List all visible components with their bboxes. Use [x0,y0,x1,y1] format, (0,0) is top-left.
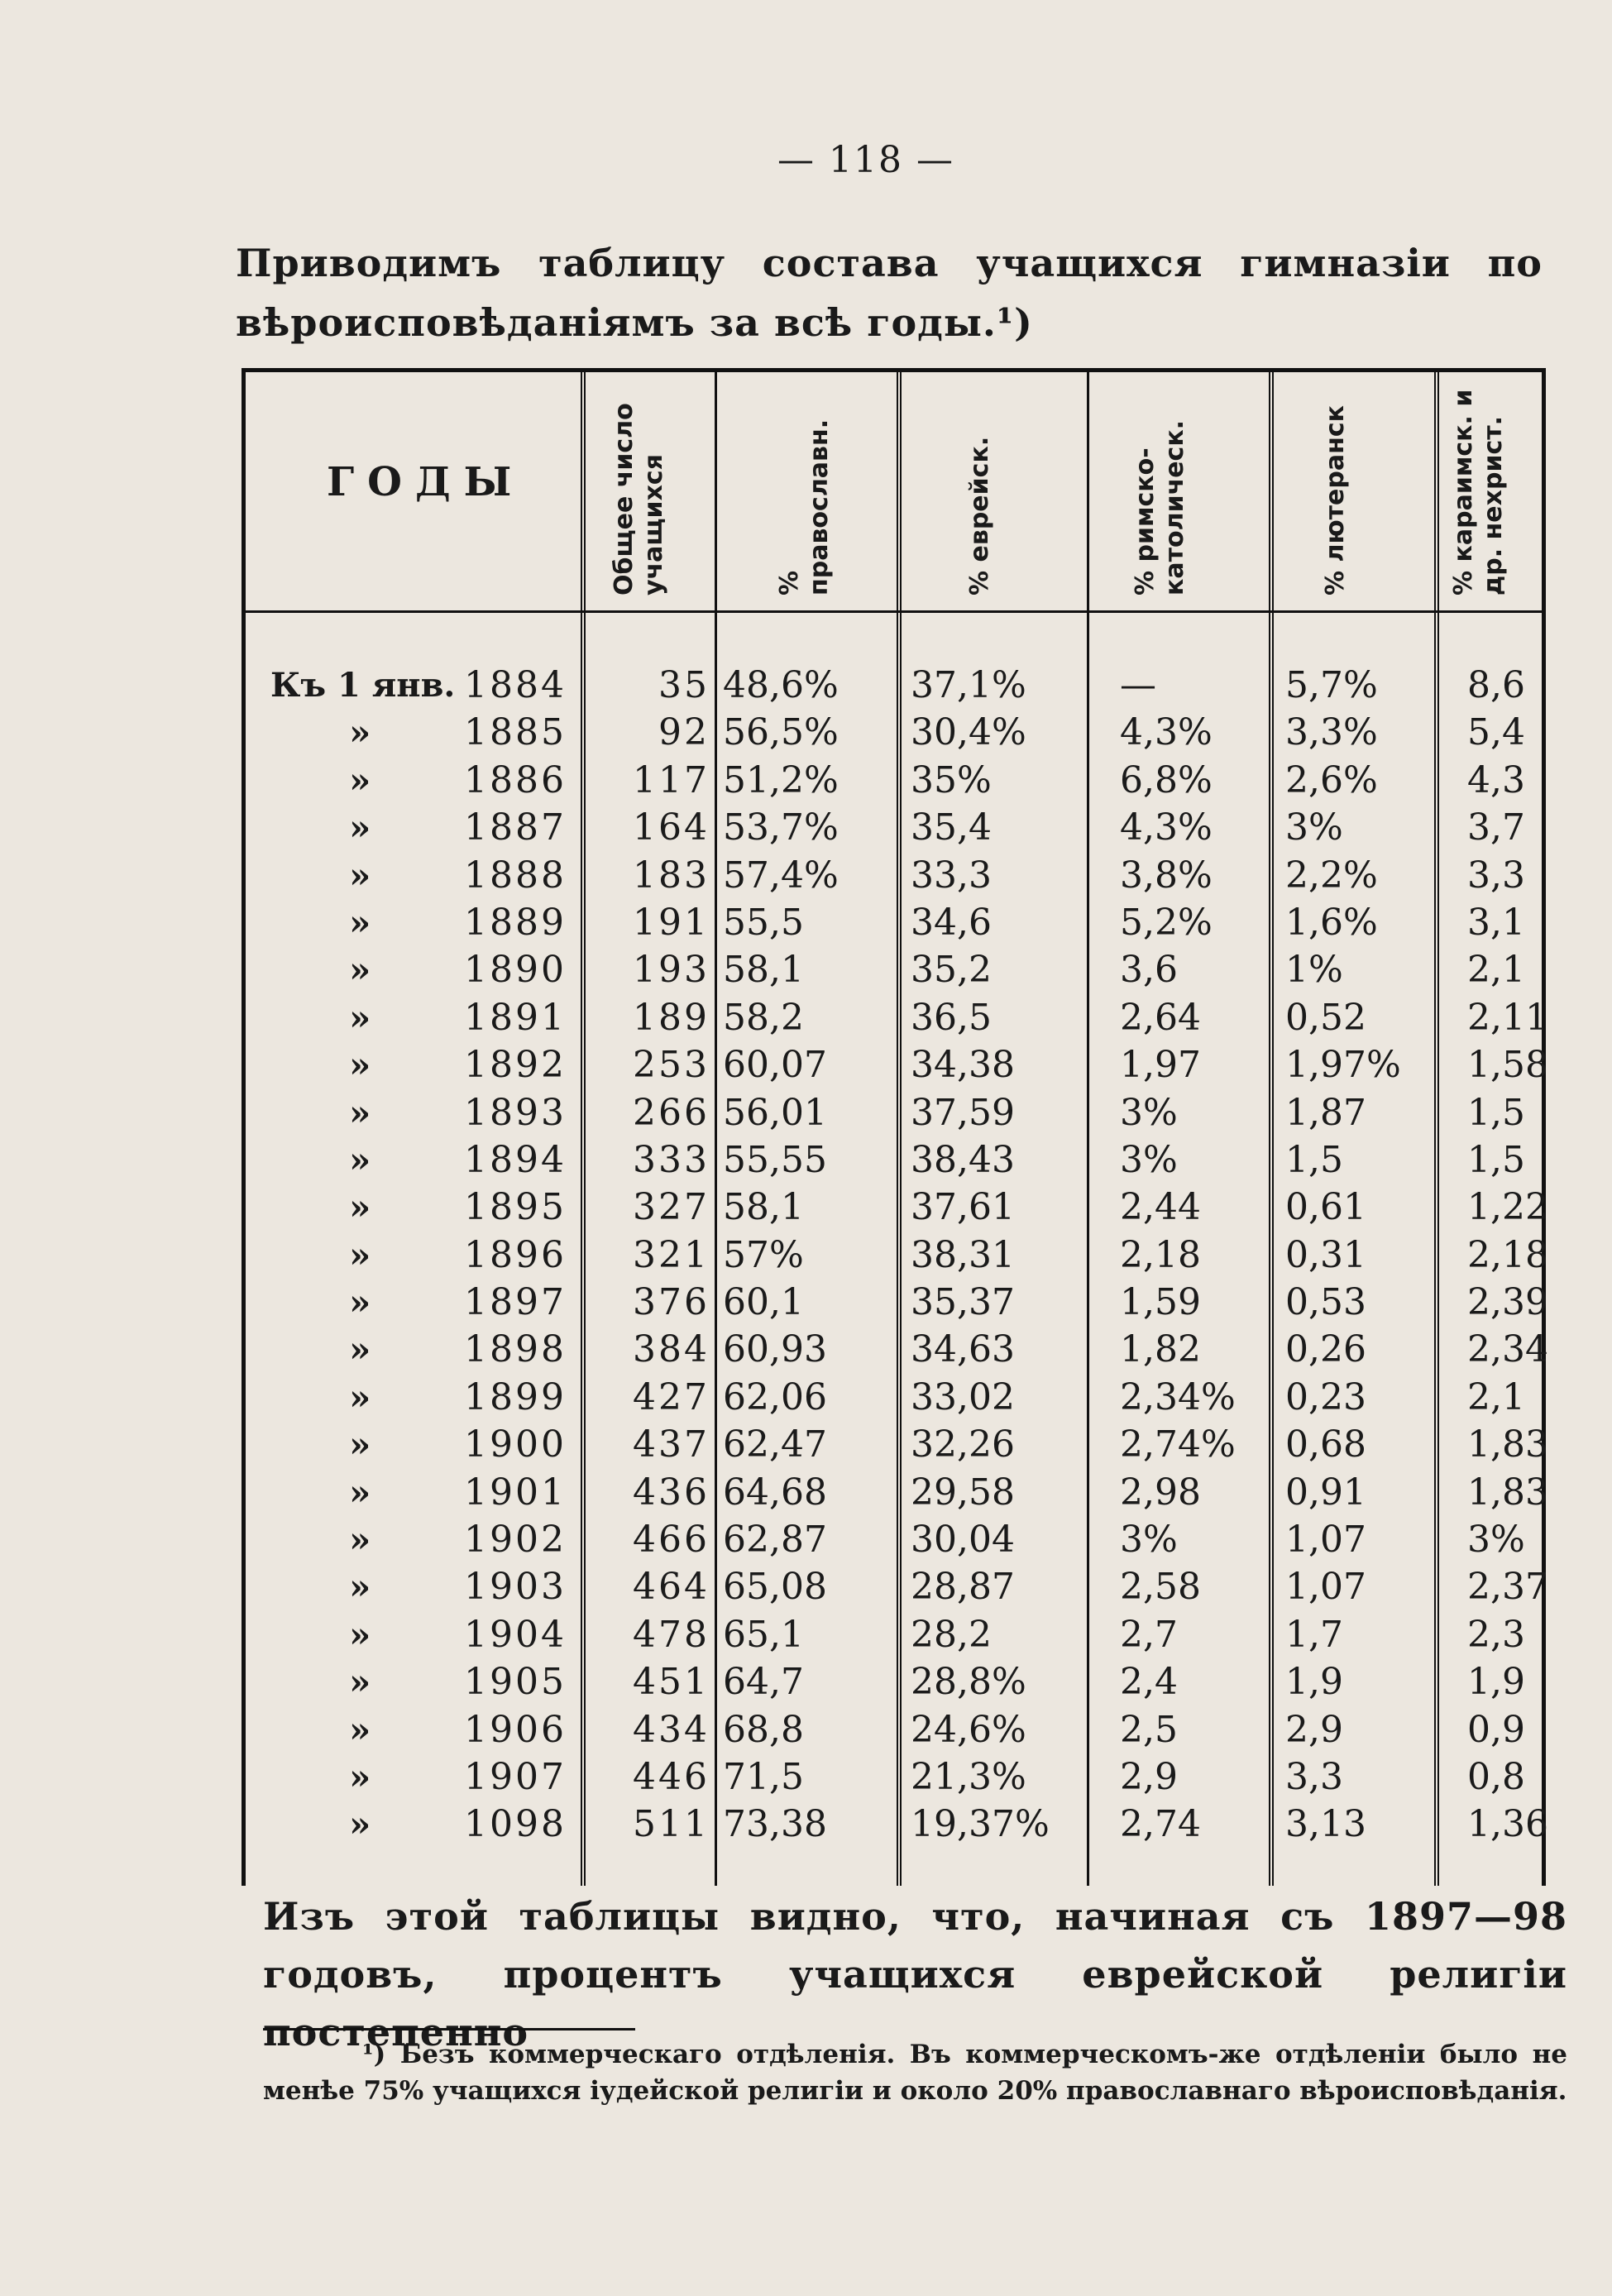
cell-prefix: » [349,1614,371,1655]
cell-jewish: 33,02 [911,1375,1015,1418]
cell-year: 1893 [464,1091,567,1134]
cell-other: 1,22 [1467,1186,1548,1229]
cell-jewish: 37,1% [911,664,1026,706]
cell-catholic: 3% [1120,1519,1178,1562]
cell-lutheran: 0,91 [1285,1471,1366,1514]
cell-prefix: » [349,1709,371,1750]
cell-lutheran: 0,61 [1285,1186,1366,1229]
cell-orthodox: 64,68 [723,1471,827,1514]
cell-other: 3,7 [1467,806,1525,849]
cell-lutheran: 0,26 [1285,1328,1366,1371]
cell-orthodox: 58,2 [723,996,804,1039]
cell-total: 466 [633,1519,710,1562]
cell-total: 92 [658,711,710,754]
cell-year: 1098 [464,1803,567,1846]
table-row [246,709,1542,756]
cell-year: 1887 [464,806,567,849]
table-row [246,757,1542,804]
cell-other: 1,5 [1467,1138,1525,1181]
cell-total: 266 [633,1091,710,1134]
cell-year: 1905 [464,1661,567,1704]
cell-orthodox: 64,7 [723,1661,804,1704]
cell-other: 0,9 [1467,1708,1525,1751]
table-row [246,1469,1548,1516]
header-total: Общее число учащихся [610,403,668,596]
cell-total: 478 [633,1613,710,1656]
cell-other: 3% [1467,1519,1525,1562]
cell-orthodox: 51,2% [723,758,839,801]
cell-other: 1,83 [1467,1471,1548,1514]
cell-catholic: 5,2% [1120,901,1213,944]
cell-total: 376 [633,1281,710,1324]
cell-total: 446 [633,1755,710,1798]
cell-catholic: 3% [1120,1138,1178,1181]
cell-catholic: 2,4 [1120,1661,1178,1704]
cell-jewish: 34,63 [911,1328,1015,1371]
cell-year: 1895 [464,1186,567,1229]
header-other: % караимск. и др. нехрист. [1449,389,1508,596]
table-row [246,899,1542,946]
cell-orthodox: 62,87 [723,1519,827,1562]
cell-catholic: 1,82 [1120,1328,1201,1371]
cell-jewish: 37,59 [911,1091,1015,1134]
cell-prefix: » [349,1376,371,1418]
cell-jewish: 21,3% [911,1755,1026,1798]
cell-catholic: — [1120,664,1156,706]
cell-year: 1900 [464,1423,567,1466]
cell-total: 117 [633,758,710,801]
cell-catholic: 2,58 [1120,1566,1201,1609]
cell-total: 193 [633,949,710,992]
cell-year: 1902 [464,1519,567,1562]
table-row [246,1374,1542,1421]
cell-lutheran: 3% [1285,806,1343,849]
cell-catholic: 2,5 [1120,1708,1178,1751]
table-row [246,1563,1548,1610]
cell-prefix: » [349,807,371,849]
cell-prefix: » [349,1804,371,1845]
cell-year: 1889 [464,901,567,944]
cell-lutheran: 1,5 [1285,1138,1343,1181]
cell-prefix: » [349,902,371,943]
cell-lutheran: 0,52 [1285,996,1366,1039]
cell-lutheran: 1,87 [1285,1091,1366,1134]
cell-prefix: » [349,997,371,1038]
cell-orthodox: 62,06 [723,1375,827,1418]
cell-total: 253 [633,1044,710,1087]
cell-lutheran: 5,7% [1285,664,1378,706]
cell-lutheran: 0,23 [1285,1375,1366,1418]
cell-orthodox: 58,1 [723,949,804,992]
cell-prefix: » [349,949,371,991]
table-row [246,1516,1542,1563]
cell-prefix: » [349,1424,371,1466]
cell-lutheran: 0,31 [1285,1233,1366,1276]
cell-prefix: Къ 1 янв. [270,666,456,705]
cell-jewish: 35% [911,758,992,801]
cell-orthodox: 73,38 [723,1803,827,1846]
cell-orthodox: 48,6% [723,664,839,706]
cell-catholic: 4,3% [1120,711,1213,754]
cell-year: 1890 [464,949,567,992]
cell-lutheran: 1,07 [1285,1566,1366,1609]
header-lutheran: % лютеранск [1321,405,1350,596]
cell-jewish: 38,43 [911,1138,1015,1181]
cell-jewish: 35,4 [911,806,992,849]
cell-jewish: 36,5 [911,996,992,1039]
cell-orthodox: 62,47 [723,1423,827,1466]
cell-orthodox: 56,5% [723,711,839,754]
cell-year: 1885 [464,711,567,754]
cell-lutheran: 2,2% [1285,854,1378,897]
table-row [246,1658,1542,1705]
cell-lutheran: 2,6% [1285,758,1378,801]
cell-prefix: » [349,1282,371,1323]
cell-orthodox: 56,01 [723,1091,827,1134]
cell-catholic: 3,6 [1120,949,1178,992]
table-row [246,804,1542,851]
cell-catholic: 2,98 [1120,1471,1201,1514]
cell-other: 2,37 [1467,1566,1548,1609]
cell-other: 1,36 [1467,1803,1548,1846]
cell-total: 464 [633,1566,710,1609]
cell-total: 333 [633,1138,710,1181]
cell-lutheran: 1,7 [1285,1613,1343,1656]
cell-other: 1,83 [1467,1423,1548,1466]
cell-year: 1903 [464,1566,567,1609]
table-row [246,1136,1542,1184]
cell-catholic: 2,9 [1120,1755,1178,1798]
cell-catholic: 2,74% [1120,1423,1236,1466]
table-row [246,946,1542,993]
cell-orthodox: 55,5 [723,901,804,944]
cell-total: 436 [633,1471,710,1514]
cell-year: 1892 [464,1044,567,1087]
cell-year: 1886 [464,758,567,801]
cell-other: 1,58 [1467,1044,1548,1087]
cell-lutheran: 3,3% [1285,711,1378,754]
cell-lutheran: 1,97% [1285,1044,1401,1087]
table-row [246,1753,1542,1801]
cell-prefix: » [349,1139,371,1180]
cell-total: 384 [633,1328,710,1371]
cell-prefix: » [349,1187,371,1228]
cell-orthodox: 65,08 [723,1566,827,1609]
cell-total: 511 [633,1803,710,1846]
cell-orthodox: 58,1 [723,1186,804,1229]
cell-other: 2,39 [1467,1281,1548,1324]
cell-prefix: » [349,1471,371,1513]
cell-other: 1,9 [1467,1661,1525,1704]
cell-jewish: 30,4% [911,711,1026,754]
cell-catholic: 1,97 [1120,1044,1201,1087]
cell-total: 434 [633,1708,710,1751]
table-row [246,1611,1542,1658]
cell-jewish: 33,3 [911,854,992,897]
cell-total: 191 [633,901,710,944]
cell-prefix: » [349,1234,371,1275]
cell-jewish: 32,26 [911,1423,1015,1466]
cell-other: 3,1 [1467,901,1525,944]
cell-catholic: 2,44 [1120,1186,1201,1229]
cell-orthodox: 60,1 [723,1281,804,1324]
cell-year: 1899 [464,1375,567,1418]
cell-catholic: 2,64 [1120,996,1201,1039]
header-orthodox: % православн. [775,419,834,596]
cell-lutheran: 1,07 [1285,1519,1366,1562]
table-row [246,852,1542,899]
table-row [246,994,1548,1041]
table-row [246,1421,1548,1468]
cell-year: 1907 [464,1755,567,1798]
table-row [246,1279,1548,1326]
cell-prefix: » [349,854,371,896]
table-body [246,662,1548,1849]
cell-total: 451 [633,1661,710,1704]
cell-other: 3,3 [1467,854,1525,897]
cell-jewish: 34,38 [911,1044,1015,1087]
cell-jewish: 35,37 [911,1281,1015,1324]
cell-jewish: 34,6 [911,901,992,944]
cell-other: 2,11 [1467,996,1548,1039]
cell-jewish: 28,8% [911,1661,1026,1704]
religion-table [242,368,1546,1886]
cell-orthodox: 60,07 [723,1044,827,1087]
cell-year: 1906 [464,1708,567,1751]
cell-prefix: » [349,759,371,801]
table-row [246,1326,1548,1373]
cell-total: 164 [633,806,710,849]
cell-catholic: 2,7 [1120,1613,1178,1656]
cell-orthodox: 71,5 [723,1755,804,1798]
cell-year: 1901 [464,1471,567,1514]
cell-other: 2,18 [1467,1233,1548,1276]
cell-jewish: 29,58 [911,1471,1015,1514]
cell-prefix: » [349,1092,371,1133]
cell-other: 4,3 [1467,758,1525,801]
cell-prefix: » [349,1567,371,1608]
cell-other: 2,3 [1467,1613,1525,1656]
cell-jewish: 28,2 [911,1613,992,1656]
cell-jewish: 35,2 [911,949,992,992]
cell-total: 321 [633,1233,710,1276]
cell-jewish: 37,61 [911,1186,1015,1229]
cell-other: 2,34 [1467,1328,1548,1371]
cell-lutheran: 1,9 [1285,1661,1343,1704]
cell-lutheran: 1% [1285,949,1343,992]
cell-total: 35 [658,664,710,706]
cell-other: 1,5 [1467,1091,1525,1134]
cell-jewish: 38,31 [911,1233,1015,1276]
cell-lutheran: 2,9 [1285,1708,1343,1751]
page-number: — 118 — [777,139,954,181]
table-row [246,1041,1548,1088]
cell-other: 0,8 [1467,1755,1525,1798]
header-jewish: % еврейск. [965,436,994,596]
cell-catholic: 4,3% [1120,806,1213,849]
cell-year: 1888 [464,854,567,897]
cell-other: 5,4 [1467,711,1525,754]
cell-total: 427 [633,1375,710,1418]
cell-prefix: » [349,1045,371,1086]
cell-prefix: » [349,1519,371,1561]
table-row [246,1089,1542,1136]
cell-orthodox: 57% [723,1233,804,1276]
table-row [246,1801,1548,1848]
cell-orthodox: 68,8 [723,1708,804,1751]
cell-catholic: 2,74 [1120,1803,1201,1846]
cell-year: 1898 [464,1328,567,1371]
table-row [246,1232,1548,1279]
table-row [246,1184,1548,1231]
cell-year: 1904 [464,1613,567,1656]
cell-total: 183 [633,854,710,897]
cell-year: 1894 [464,1138,567,1181]
cell-year: 1897 [464,1281,567,1324]
table-row [246,1706,1542,1753]
cell-catholic: 3,8% [1120,854,1213,897]
cell-jewish: 28,87 [911,1566,1015,1609]
cell-lutheran: 0,53 [1285,1281,1366,1324]
cell-other: 8,6 [1467,664,1525,706]
table-row [246,662,1542,709]
cell-year: 1896 [464,1233,567,1276]
cell-orthodox: 65,1 [723,1613,804,1656]
cell-lutheran: 3,13 [1285,1803,1366,1846]
cell-year: 1884 [464,664,567,706]
footnote-divider [263,2028,635,2031]
cell-orthodox: 53,7% [723,806,839,849]
cell-other: 2,1 [1467,1375,1525,1418]
cell-total: 327 [633,1186,710,1229]
cell-lutheran: 1,6% [1285,901,1378,944]
cell-catholic: 2,34% [1120,1375,1236,1418]
cell-lutheran: 3,3 [1285,1755,1343,1798]
cell-orthodox: 60,93 [723,1328,827,1371]
footnote: ¹) Безъ коммерческаго отдѣленія. Въ коммерческомъ-же отдѣленіи было не менѣе 75% учащихся іудейской религіи и около 20% православнаго вѣроисповѣданія. [263,2040,1567,2106]
header-catholic: % римско-католическ. [1131,419,1189,596]
cell-prefix: » [349,1756,371,1797]
cell-jewish: 30,04 [911,1519,1015,1562]
cell-jewish: 24,6% [911,1708,1026,1751]
cell-orthodox: 57,4% [723,854,839,897]
outro-paragraph: Изъ этой таблицы видно, что, начиная съ 1897—98 годовъ, процентъ учащихся еврейской религіи постепенно [263,1894,1567,2054]
cell-other: 2,1 [1467,949,1525,992]
cell-lutheran: 0,68 [1285,1423,1366,1466]
cell-catholic: 2,18 [1120,1233,1201,1276]
cell-prefix: » [349,712,371,753]
header-divider [246,610,1542,613]
cell-catholic: 3% [1120,1091,1178,1134]
cell-catholic: 6,8% [1120,758,1213,801]
cell-orthodox: 55,55 [723,1138,827,1181]
header-years: ГОДЫ [327,459,525,505]
cell-catholic: 1,59 [1120,1281,1201,1324]
cell-total: 437 [633,1423,710,1466]
cell-prefix: » [349,1329,371,1370]
cell-year: 1891 [464,996,567,1039]
cell-jewish: 19,37% [911,1803,1050,1846]
cell-prefix: » [349,1662,371,1703]
cell-total: 189 [633,996,710,1039]
intro-paragraph: Приводимъ таблицу состава учащихся гимназіи по вѣроисповѣданіямъ за всѣ годы.¹) [236,241,1543,345]
